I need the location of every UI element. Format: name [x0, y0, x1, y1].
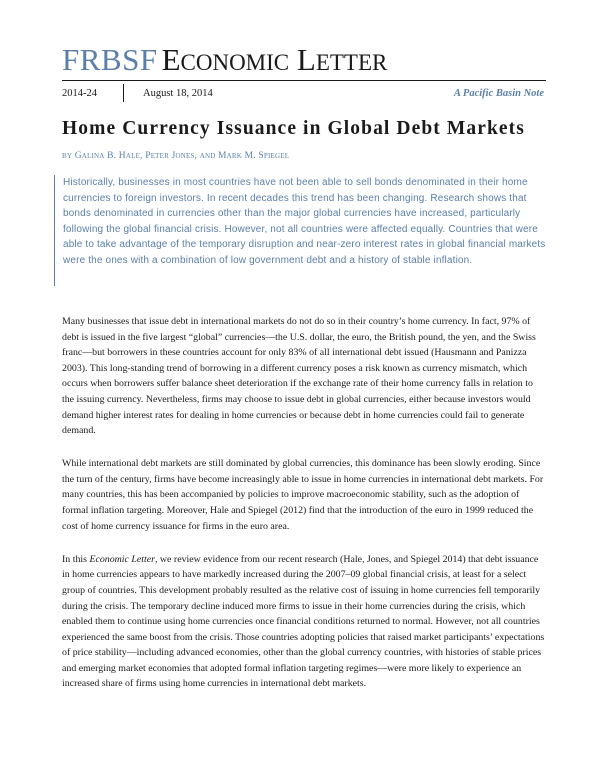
letter-number: 2014-24	[62, 88, 97, 99]
masthead-economic-letter	[162, 42, 388, 77]
abstract-box	[54, 175, 546, 286]
paragraph-3	[62, 552, 546, 692]
meta-divider	[123, 84, 124, 102]
series-tag: A Pacific Basin Note	[453, 88, 544, 99]
masthead	[62, 44, 387, 75]
article-body	[62, 314, 546, 710]
paragraph-3-rest: , we review evidence from our recent research (Hale, Jones, and Spiegel 2014) that debt issuance in home currencies appears to have markedly increased during the 2007–09 global financial crisis, at least for a select group of countries. This development probably resulted as the relative cost of issuing in home currencies fell temporarily during the crisis. The temporary decline induced more firms to issue in their home currencies during the crisis, which enabled them to continue using home currencies once financial conditions returned to normal. However, not all countries experienced the same boost from the crisis. Those countries adopting policies that raised market participants’ expectations of price stability—including advanced economies, other than the global currency countries, with histories of stable prices and emerging market economies that adopted formal inflation targeting regimes—were more likely to experience an increased share of firms using home currencies in international debt markets.	[62, 553, 545, 690]
masthead-e: E	[161, 42, 181, 77]
byline: by Galina B. Hale, Peter Jones, and Mark M. Spiegel	[62, 151, 290, 161]
masthead-conomic: CONOMIC	[180, 50, 290, 75]
masthead-l: L	[296, 42, 316, 77]
article-title: Home Currency Issuance in Global Debt Markets	[62, 118, 525, 139]
letter-date: August 18, 2014	[143, 88, 213, 99]
paragraph-3-start: In this	[62, 553, 90, 565]
paragraph-1: Many businesses that issue debt in international markets do not do so in their country’s home currency. In fact, 97% of debt is issued in the five largest “global” currencies—the U.S. dollar, the euro, the British pound, the yen, and the Swiss franc—but borrowers in these countries account for only 83% of all international debt issued (Hausmann and Panizza 2003). This long-standing trend of borrowing in a different currency poses a risk known as currency mismatch, which occurs when borrowers suffer balance sheet deterioration if the exchange rate of their home currency falls in relation to the issuing currency. Nevertheless, firms may choose to issue debt in global currencies, either because investors would demand higher interest rates for dealing in home currencies or because debt in home currencies could fail to generate demand.	[62, 316, 536, 437]
paragraph-3-italic: Economic Letter	[89, 553, 155, 565]
paragraph-2: While international debt markets are still dominated by global currencies, this dominance has been slowly eroding. Since the turn of the century, firms have become increasingly able to issue in home currencies in international debt markets. For many countries, this has been accompanied by policies to improve macroeconomic stability, such as the adoption of formal inflation targeting. Moreover, Hale and Spiegel (2012) find that the introduction of the euro in 1999 reduced the cost of home currency issuance for firms in the euro area.	[62, 458, 544, 532]
masthead-etter: ETTER	[315, 50, 388, 75]
header-rule	[62, 80, 546, 81]
abstract-text: Historically, businesses in most countries have not been able to sell bonds denominated in their home currencies to foreign investors. In recent decades this trend has been changing. Research shows that bonds denominated in currencies other than the major global currencies have increased, particularly following the global financial crisis. However, not all countries were affected equally. Countries that were able to take advantage of the temporary disruption and near-zero interest rates in global financial markets were the ones with a combination of low government debt and a history of stable inflation.	[63, 177, 546, 266]
masthead-frbsf: FRBSF	[62, 42, 158, 77]
